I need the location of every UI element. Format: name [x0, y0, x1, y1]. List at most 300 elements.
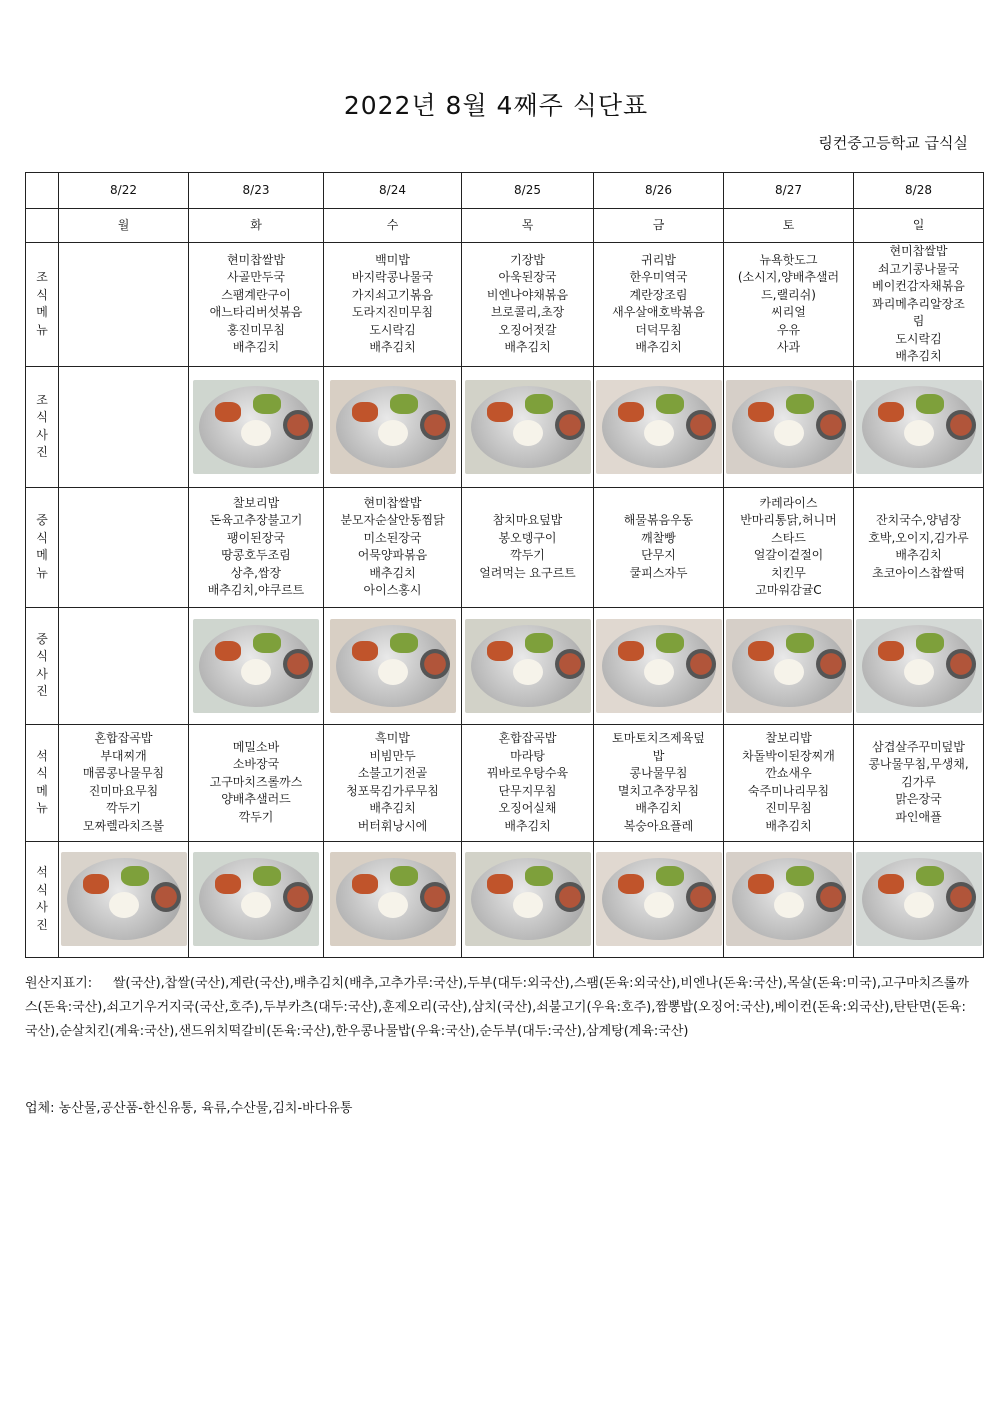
date-cell: 8/28: [854, 173, 984, 209]
meal-table: [25, 172, 984, 958]
menu-item: 깐쇼새우: [765, 766, 812, 780]
date-cell: 8/27: [724, 173, 854, 209]
row-label-char: 메: [36, 305, 48, 320]
food-side2: [786, 394, 814, 414]
date-cell: 8/23: [189, 173, 324, 209]
menu-item: 봉오뎅구이: [498, 530, 557, 545]
food-side1: [618, 641, 644, 661]
menu-item: 배추김치: [895, 349, 942, 363]
menu-item: 혼합잡곡밥: [94, 731, 153, 745]
meal-photo: [596, 852, 722, 946]
menu-item: 얼갈이겉절이: [753, 548, 824, 562]
menu-item: 홍진미무침: [227, 322, 285, 337]
menu-item: 돈육고추장불고기: [209, 513, 303, 527]
menu-item: 깍두기: [238, 809, 274, 824]
menu-cell: [189, 724, 324, 841]
menu-cell: [724, 487, 854, 607]
menu-item: 차돌박이된장찌개: [742, 748, 835, 763]
weekday-cell: 금: [594, 209, 724, 243]
meal-photo: [465, 852, 591, 946]
menu-item: 모짜렐라치즈볼: [82, 818, 165, 833]
menu-item: 초코아이스찹쌀떡: [872, 565, 965, 580]
food-bowl: [816, 882, 846, 912]
menu-item: 현미찹쌀밥: [889, 244, 948, 258]
menu-item: 배추김치: [232, 340, 280, 355]
food-side2: [916, 394, 944, 414]
food-bowl: [946, 882, 976, 912]
row-label-char: 식: [36, 410, 48, 424]
date-cell: 8/22: [59, 173, 189, 209]
menu-item: 꿔바로우탕수육: [486, 766, 569, 780]
row-label-char: 식: [36, 649, 48, 663]
food-side2: [656, 394, 684, 414]
menu-item: 팽이된장국: [227, 530, 285, 545]
menu-item: 어묵양파볶음: [357, 548, 428, 562]
food-side2: [656, 633, 684, 653]
menu-cell: [59, 243, 189, 367]
food-side1: [352, 402, 378, 422]
menu-item: 찰보리밥: [232, 495, 280, 510]
food-bowl: [555, 882, 585, 912]
menu-cell: [324, 724, 462, 841]
food-side1: [748, 402, 774, 422]
food-side1: [878, 402, 904, 422]
weekday-cell: 월: [59, 209, 189, 243]
meal-photo: [193, 380, 319, 474]
menu-item: 배추김치: [504, 818, 551, 833]
menu-item: 비빔만두: [369, 748, 416, 763]
row-label: [26, 243, 59, 367]
food-rice: [378, 420, 408, 446]
menu-item: 백미밥: [375, 252, 410, 267]
menu-item: 브로콜리,초장: [490, 305, 565, 320]
food-bowl: [555, 649, 585, 679]
menu-cell: [59, 487, 189, 607]
meal-photo: [330, 619, 456, 713]
meal-photo: [726, 619, 852, 713]
menu-item: 깨찰빵: [641, 530, 676, 545]
photo-cell: [59, 607, 189, 724]
menu-item: 사골만두국: [227, 270, 285, 285]
food-side2: [916, 866, 944, 886]
menu-item: 밥: [652, 748, 665, 763]
food-rice: [774, 892, 804, 918]
menu-cell: [594, 724, 724, 841]
row-label: [26, 366, 59, 487]
row-label-char: 중: [36, 631, 48, 646]
menu-cell: [462, 487, 594, 607]
row-label-char: 뉴: [36, 565, 48, 580]
menu-item: 맑은장국: [895, 792, 942, 807]
menu-cell: [854, 724, 984, 841]
food-side2: [786, 633, 814, 653]
menu-item: 카레라이스: [759, 495, 818, 510]
menu-item: 꽈리메추리알장조: [872, 296, 965, 311]
photo-cell: [59, 841, 189, 957]
menu-item: 스팸계란구이: [221, 287, 291, 302]
menu-item: 애느타리버섯볶음: [209, 305, 303, 320]
date-cell: 8/25: [462, 173, 594, 209]
menu-item: 참치마요덮밥: [492, 513, 563, 527]
menu-item: 사과: [776, 340, 801, 355]
menu-item: 스타드: [771, 530, 806, 545]
row-label-char: 조: [36, 270, 48, 285]
weekday-cell: 토: [724, 209, 854, 243]
menu-item: 배추김치: [765, 818, 812, 833]
menu-cell: [594, 487, 724, 607]
origin-notes: [25, 972, 971, 1044]
menu-item: 비엔나야채볶음: [486, 287, 569, 302]
row-label-char: 진: [36, 445, 48, 459]
food-side2: [390, 866, 418, 886]
menu-item: 현미찹쌀밥: [363, 495, 422, 510]
meal-photo: [596, 619, 722, 713]
row-label-char: 석: [36, 748, 48, 763]
page-title: 2022년 8월 4째주 식단표: [343, 91, 649, 120]
food-bowl: [946, 649, 976, 679]
menu-item: 버터휘낭시에: [357, 818, 428, 833]
menu-item: 삼겹살주꾸미덮밥: [872, 739, 965, 754]
food-side1: [215, 641, 241, 661]
row-label: [26, 724, 59, 841]
photo-cell: [189, 607, 324, 724]
menu-item: 고마워감귤C: [755, 583, 822, 597]
meal-photo: [856, 380, 982, 474]
food-side2: [786, 866, 814, 886]
menu-item: 배추김치: [635, 801, 682, 815]
photo-cell: [594, 841, 724, 957]
meal-photo: [330, 380, 456, 474]
food-side2: [525, 633, 553, 653]
food-side2: [253, 866, 281, 886]
photo-cell: [724, 841, 854, 957]
menu-item: 고구마치즈롤까스: [209, 774, 303, 789]
breakfast-photo-row: [26, 366, 984, 487]
menu-item: 청포묵김가루무침: [346, 783, 439, 798]
menu-item: 배추김치: [369, 801, 416, 815]
dinner-menu-row: [26, 724, 984, 841]
photo-cell: [462, 366, 594, 487]
meal-photo: [465, 619, 591, 713]
row-label-char: 조: [36, 392, 48, 407]
menu-item: 양배추샐러드: [221, 792, 291, 807]
corner-cell: [26, 173, 59, 209]
food-bowl: [816, 410, 846, 440]
row-label-char: 메: [36, 783, 48, 798]
menu-item: 치킨무: [771, 565, 806, 580]
date-cell: 8/24: [324, 173, 462, 209]
menu-item: 배추김치: [369, 340, 416, 355]
menu-item: 단무지: [641, 548, 676, 562]
row-label-char: 뉴: [36, 322, 48, 337]
food-rice: [241, 420, 271, 446]
food-side1: [352, 641, 378, 661]
vendor-notes: [25, 1097, 352, 1116]
menu-item: 배추김치: [635, 340, 682, 355]
row-label-char: 메: [36, 548, 48, 562]
menu-cell: [59, 724, 189, 841]
menu-item: 뉴욕핫도그: [759, 252, 818, 267]
menu-item: 단무지무침: [498, 783, 557, 798]
row-label-char: 중: [36, 513, 48, 527]
menu-cell: [189, 243, 324, 367]
food-side2: [253, 394, 281, 414]
school-name: 링컨중고등학교 급식실: [818, 134, 968, 152]
photo-cell: [854, 841, 984, 957]
vendor-text: 농산물,공산품-한신유통, 육류,수산물,김치-바다유통: [58, 1101, 353, 1116]
photo-cell: [594, 366, 724, 487]
menu-item: 오징어젓갈: [498, 322, 557, 337]
menu-cell: [189, 487, 324, 607]
photo-cell: [854, 607, 984, 724]
menu-cell: [594, 243, 724, 367]
meal-photo: [465, 380, 591, 474]
row-label: [26, 841, 59, 957]
meal-photo: [726, 380, 852, 474]
photo-cell: [189, 841, 324, 957]
menu-item: 혼합잡곡밥: [498, 731, 557, 745]
row-label-char: 진: [36, 684, 48, 698]
menu-item: 깍두기: [106, 801, 141, 815]
photo-cell: [324, 841, 462, 957]
food-bowl: [686, 410, 716, 440]
meal-photo: [856, 619, 982, 713]
menu-item: 미소된장국: [363, 530, 422, 545]
row-label: [26, 607, 59, 724]
food-rice: [904, 659, 934, 685]
meal-photo: [61, 852, 187, 946]
meal-photo: [726, 852, 852, 946]
menu-item: 메밀소바: [232, 739, 280, 754]
menu-item: 씨리얼: [771, 305, 806, 320]
menu-item: 쿨피스자두: [629, 565, 688, 580]
menu-item: 땅콩호두조림: [221, 548, 291, 562]
menu-item: 아이스홍시: [363, 583, 422, 597]
menu-item: 콩나물무침: [629, 766, 688, 780]
menu-cell: [324, 243, 462, 367]
photo-cell: [189, 366, 324, 487]
origin-text: 쌀(국산),찹쌀(국산),계란(국산),배추김치(배추,고추가루:국산),두부(대두:외국산),스팸(돈육:외국산),비엔나(돈육:국산),목살(돈육:미국),고구마치즈롤까스(돈육:국산),쇠고기우거지국(국산,호주),두부카츠(대두:국산),훈제오리(국산),삼치(국산),쇠불고기(우육:호주),짬뽕밥(오징어:국산),베이컨(돈육:외국산),탄탄면(돈육:국산),순살치킨(계육:국산),샌드위치떡갈비(돈육:국산),한우콩나물밥(우육:국산),순두부(대두:국산),삼계탕(계육:국산): [25, 976, 969, 1039]
food-bowl: [283, 410, 313, 440]
food-bowl: [686, 882, 716, 912]
food-side1: [352, 874, 378, 894]
meal-photo: [596, 380, 722, 474]
menu-item: 김가루: [901, 774, 936, 789]
weekday-cell: 일: [854, 209, 984, 243]
menu-cell: [854, 487, 984, 607]
menu-cell: [724, 724, 854, 841]
menu-item: 귀리밥: [641, 252, 676, 267]
menu-item: 토마토치즈제육덮: [612, 731, 705, 745]
menu-item: 소불고기전골: [357, 766, 428, 780]
photo-cell: [462, 607, 594, 724]
photo-cell: [594, 607, 724, 724]
row-label-char: 사: [36, 900, 48, 914]
dinner-photo-row: [26, 841, 984, 957]
row-label-char: 식: [36, 766, 48, 780]
menu-item: 찰보리밥: [765, 731, 812, 745]
row-label-char: 식: [36, 530, 48, 545]
food-bowl: [555, 410, 585, 440]
menu-item: 호박,오이지,김가루: [868, 530, 969, 545]
menu-cell: [462, 724, 594, 841]
menu-cell: [854, 243, 984, 367]
food-side2: [916, 633, 944, 653]
menu-item: 베이컨감자채볶음: [872, 279, 965, 293]
food-rice: [241, 659, 271, 685]
menu-item: 기장밥: [510, 252, 545, 267]
food-rice: [513, 659, 543, 685]
menu-item: 배추김치: [504, 340, 551, 355]
menu-item: 복숭아요플레: [623, 818, 694, 833]
row-label: [26, 487, 59, 607]
menu-item: 부대찌개: [100, 748, 147, 763]
meal-photo: [330, 852, 456, 946]
food-rice: [644, 892, 674, 918]
menu-item: 쇠고기콩나물국: [877, 261, 960, 276]
food-side1: [748, 641, 774, 661]
row-label-char: 사: [36, 427, 48, 442]
row-label-char: 진: [36, 917, 48, 932]
menu-item: 도라지진미무침: [351, 305, 434, 320]
photo-cell: [324, 366, 462, 487]
menu-item: 도시락김: [369, 322, 416, 337]
menu-item: 해물볶음우동: [623, 513, 694, 527]
menu-item: 계란장조림: [629, 287, 688, 302]
menu-item: 배추김치: [369, 565, 416, 580]
menu-item: 오징어실채: [498, 801, 557, 815]
food-side1: [83, 874, 109, 894]
photo-cell: [854, 366, 984, 487]
row-label-char: 식: [36, 882, 48, 897]
lunch-menu-row: [26, 487, 984, 607]
food-side1: [487, 402, 513, 422]
food-side1: [215, 402, 241, 422]
food-side2: [121, 866, 149, 886]
vendor-label: 업체:: [25, 1101, 55, 1116]
food-bowl: [420, 410, 450, 440]
meal-photo: [856, 852, 982, 946]
food-side1: [878, 641, 904, 661]
menu-cell: [462, 243, 594, 367]
food-rice: [378, 659, 408, 685]
menu-item: 가지쇠고기볶음: [351, 287, 434, 302]
food-rice: [774, 420, 804, 446]
menu-item: 반마리통닭,허니머: [740, 513, 837, 527]
menu-item: (소시지,양배추샐러: [737, 270, 840, 285]
menu-item: 배추김치: [895, 548, 942, 562]
food-rice: [644, 420, 674, 446]
menu-item: 파인애플: [895, 809, 942, 824]
food-rice: [513, 420, 543, 446]
menu-item: 배추김치,야쿠르트: [207, 583, 305, 597]
menu-item: 매콤콩나물무침: [82, 766, 165, 780]
food-side2: [525, 394, 553, 414]
weekday-cell: 목: [462, 209, 594, 243]
food-side1: [487, 641, 513, 661]
menu-item: 상추,쌈장: [230, 565, 282, 580]
meal-photo: [193, 852, 319, 946]
row-label-char: 석: [36, 865, 48, 879]
food-bowl: [816, 649, 846, 679]
photo-cell: [724, 607, 854, 724]
lunch-photo-row: [26, 607, 984, 724]
breakfast-menu-row: [26, 243, 984, 367]
menu-item: 림: [912, 314, 925, 328]
food-rice: [378, 892, 408, 918]
menu-item: 한우미역국: [629, 270, 688, 285]
food-side1: [618, 874, 644, 894]
meal-photo: [193, 619, 319, 713]
food-side2: [656, 866, 684, 886]
food-side2: [390, 394, 418, 414]
menu-item: 분모자순살안동찜닭: [340, 513, 445, 527]
corner-cell: [26, 209, 59, 243]
food-bowl: [420, 882, 450, 912]
menu-item: 현미찹쌀밥: [227, 252, 285, 267]
food-bowl: [151, 882, 181, 912]
food-bowl: [420, 649, 450, 679]
menu-item: 마라탕: [510, 748, 545, 763]
food-side1: [618, 402, 644, 422]
menu-cell: [724, 243, 854, 367]
date-cell: 8/26: [594, 173, 724, 209]
food-bowl: [283, 882, 313, 912]
photo-cell: [724, 366, 854, 487]
menu-item: 바지락콩나물국: [351, 270, 434, 285]
menu-item: 잔치국수,양념장: [876, 513, 961, 527]
photo-cell: [324, 607, 462, 724]
row-label-char: 사: [36, 666, 48, 681]
food-rice: [241, 892, 271, 918]
weekday-cell: 화: [189, 209, 324, 243]
menu-item: 콩나물무침,무생채,: [868, 757, 969, 772]
food-side2: [390, 633, 418, 653]
food-side1: [878, 874, 904, 894]
food-side1: [215, 874, 241, 894]
menu-item: 깍두기: [510, 548, 545, 562]
weekday-cell: 수: [324, 209, 462, 243]
menu-item: 아욱된장국: [498, 270, 557, 285]
menu-item: 소바장국: [232, 757, 280, 772]
menu-item: 새우살애호박볶음: [612, 305, 705, 320]
menu-item: 흑미밥: [375, 731, 410, 745]
food-rice: [904, 892, 934, 918]
food-rice: [513, 892, 543, 918]
weekday-row: [26, 209, 984, 243]
photo-cell: [59, 366, 189, 487]
food-side1: [748, 874, 774, 894]
food-rice: [904, 420, 934, 446]
date-row: [26, 173, 984, 209]
food-side2: [253, 633, 281, 653]
row-label-char: 뉴: [36, 801, 48, 815]
menu-item: 멸치고추장무침: [617, 783, 700, 798]
food-bowl: [283, 649, 313, 679]
menu-item: 도시락김: [895, 331, 942, 346]
menu-item: 드,랠리쉬): [761, 287, 816, 302]
menu-item: 숙주미나리무침: [747, 783, 830, 798]
food-rice: [774, 659, 804, 685]
menu-cell: [324, 487, 462, 607]
menu-item: 더덕무침: [635, 322, 682, 337]
food-side2: [525, 866, 553, 886]
food-bowl: [946, 410, 976, 440]
photo-cell: [462, 841, 594, 957]
food-rice: [644, 659, 674, 685]
origin-label: 원산지표기:: [25, 976, 93, 991]
menu-item: 진미마요무침: [88, 783, 159, 798]
